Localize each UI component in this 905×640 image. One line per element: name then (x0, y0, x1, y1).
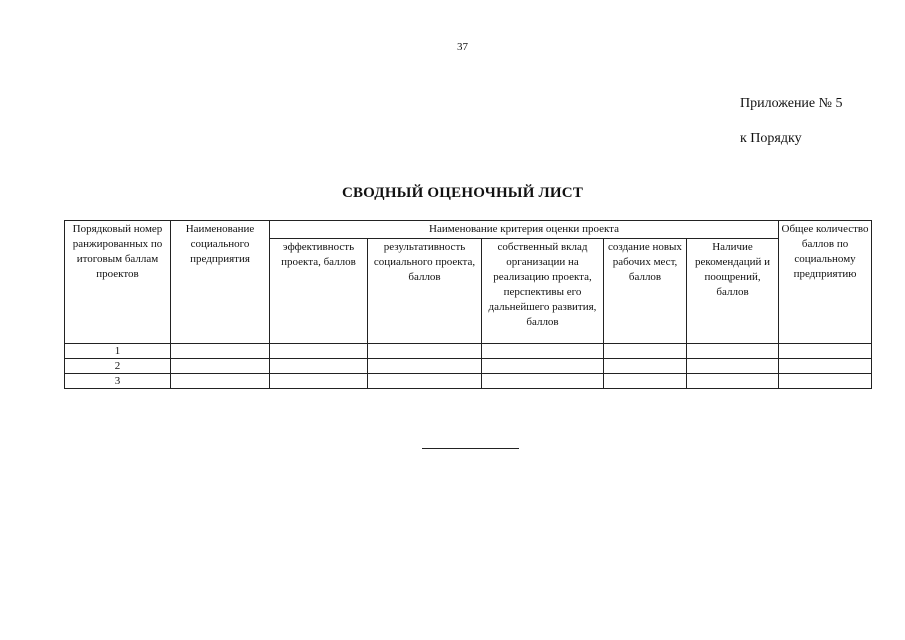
row-number: 3 (65, 374, 171, 389)
table-cell (482, 344, 604, 359)
table-cell (270, 359, 368, 374)
page-number: 37 (457, 41, 468, 53)
table-cell (604, 374, 687, 389)
table-cell (779, 344, 872, 359)
table-row (65, 374, 872, 389)
header-rank: Порядковый номер ранжированных по итоговым баллам проектов (65, 221, 171, 344)
table-cell (171, 359, 270, 374)
header-criterion-own-contribution: собственный вклад организации на реализацию проекта, перспективы его дальнейшего развития, баллов (482, 239, 604, 344)
table-cell (270, 374, 368, 389)
row-number: 2 (65, 359, 171, 374)
header-enterprise-name: Наименование социального предприятия (171, 221, 270, 344)
header-criteria-group: Наименование критерия оценки проекта (270, 221, 779, 239)
table-cell (171, 344, 270, 359)
table-cell (687, 344, 779, 359)
table-cell (171, 374, 270, 389)
header-row (65, 221, 872, 239)
table-cell (482, 374, 604, 389)
table-cell (368, 374, 482, 389)
table-cell (687, 359, 779, 374)
table-cell (368, 344, 482, 359)
table-cell (687, 374, 779, 389)
table-cell (779, 374, 872, 389)
table-cell (779, 359, 872, 374)
evaluation-table (64, 220, 872, 389)
table-cell (604, 344, 687, 359)
document-title: СВОДНЫЙ ОЦЕНОЧНЫЙ ЛИСТ (341, 185, 584, 201)
table-row (65, 359, 872, 374)
header-total-score: Общее количество баллов по социальному предприятию (779, 221, 872, 344)
table-cell (482, 359, 604, 374)
table-cell (604, 359, 687, 374)
appendix-label: Приложение № 5 (740, 96, 843, 111)
header-criterion-new-jobs: создание новых рабочих мест, баллов (604, 239, 687, 344)
header-criterion-recommendations: Наличие рекомендаций и поощрений, баллов (687, 239, 779, 344)
table-cell (270, 344, 368, 359)
table-row (65, 344, 872, 359)
appendix-reference: к Порядку (740, 131, 802, 146)
closing-rule (422, 448, 519, 449)
row-number: 1 (65, 344, 171, 359)
header-criterion-effectiveness: результативность социального проекта, баллов (368, 239, 482, 344)
table-cell (368, 359, 482, 374)
header-criterion-efficiency: эффективность проекта, баллов (270, 239, 368, 344)
